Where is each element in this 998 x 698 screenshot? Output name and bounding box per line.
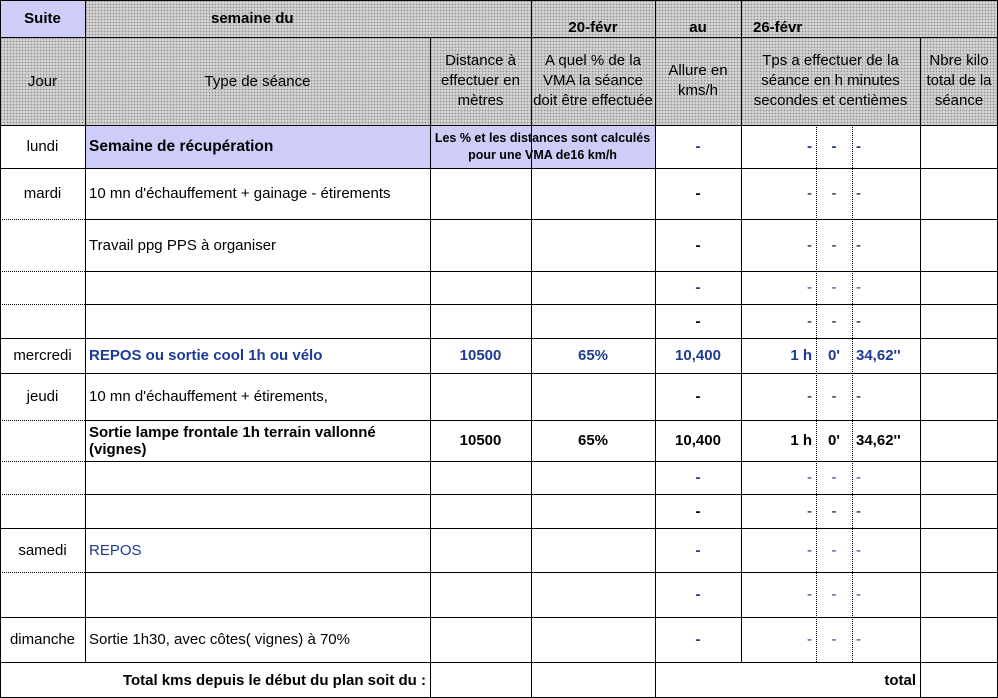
grid-line (0, 125, 998, 126)
col-header-distance-label: Distance à effectuer en mètres (441, 52, 520, 109)
col-header-tps[interactable] (741, 37, 920, 125)
pct-vma-cell[interactable] (531, 420, 655, 461)
time-hours-cell[interactable] (741, 219, 816, 271)
day-cell[interactable] (0, 373, 85, 420)
grid-line (85, 0, 86, 662)
time-hours-cell-text: - (807, 541, 812, 559)
col-header-pct-vma[interactable] (531, 37, 655, 125)
time-hours-cell-text: 1 h (790, 347, 812, 364)
distance-cell[interactable] (430, 338, 531, 373)
grid-line (85, 662, 998, 663)
grid-line (0, 494, 85, 495)
distance-cell[interactable] (430, 494, 531, 528)
vma-note-cell-text: Les % et les distances sont calculés pour une VMA de16 km/h (434, 130, 651, 162)
distance-cell[interactable] (430, 461, 531, 494)
time-minutes-cell-text: - (831, 388, 837, 405)
session-type-cell[interactable] (85, 528, 430, 572)
time-hours-cell[interactable] (741, 373, 816, 420)
day-cell[interactable] (0, 271, 85, 304)
session-type-cell-text: Semaine de récupération (89, 137, 274, 155)
grid-line (0, 373, 85, 374)
grid-line (85, 617, 998, 618)
session-type-cell[interactable] (85, 373, 430, 420)
session-type-cell[interactable] (85, 304, 430, 338)
total-km-cell[interactable] (920, 572, 998, 617)
grid-line (0, 617, 85, 618)
total-km-cell[interactable] (920, 420, 998, 461)
total-km-cell[interactable] (920, 338, 998, 373)
day-cell[interactable] (0, 219, 85, 271)
grid-line (0, 219, 85, 220)
day-cell[interactable] (0, 304, 85, 338)
day-cell[interactable] (0, 125, 85, 168)
session-type-cell[interactable] (85, 219, 430, 271)
col-header-tps-label: Tps a effectuer de la séance en h minutes secondes et centièmes (753, 52, 908, 109)
distance-cell-text: 10500 (459, 432, 502, 449)
day-cell[interactable] (0, 494, 85, 528)
time-hours-cell[interactable] (741, 271, 816, 304)
date-end: 26-févr (753, 19, 803, 36)
grid-line (0, 304, 85, 305)
time-hours-cell[interactable] (741, 494, 816, 528)
semaine-du-label: semaine du (211, 10, 294, 27)
suite-label: Suite (24, 10, 61, 27)
col-header-nbre-kilo[interactable] (920, 37, 998, 125)
pct-vma-cell[interactable] (531, 572, 655, 617)
pct-vma-cell[interactable] (531, 168, 655, 219)
time-minutes-cell-text: - (831, 586, 837, 603)
session-type-cell[interactable] (85, 168, 430, 219)
time-hours-cell-text: - (807, 469, 812, 486)
time-seconds-cell[interactable] (852, 461, 920, 494)
grid-line (85, 168, 998, 169)
total-km-cell[interactable] (920, 373, 998, 420)
allure-cell-text: - (695, 388, 701, 405)
day-cell[interactable] (0, 461, 85, 494)
time-minutes-cell[interactable] (816, 271, 852, 304)
vma-note-cell[interactable] (430, 125, 655, 168)
allure-cell[interactable] (655, 528, 741, 572)
distance-cell-text: 10500 (459, 347, 502, 364)
time-seconds-cell[interactable] (852, 219, 920, 271)
total-label: Total kms depuis le début du plan soit du : (122, 671, 426, 689)
day-cell[interactable] (0, 528, 85, 572)
time-seconds-cell[interactable] (852, 420, 920, 461)
time-hours-cell[interactable] (741, 528, 816, 572)
day-cell-text: mercredi (13, 347, 72, 364)
day-cell[interactable] (0, 338, 85, 373)
grid-line (85, 572, 998, 573)
day-cell[interactable] (0, 572, 85, 617)
distance-cell[interactable] (430, 373, 531, 420)
grid-line (920, 37, 921, 698)
time-seconds-cell[interactable] (852, 617, 920, 662)
distance-cell[interactable] (430, 528, 531, 572)
date-start: 20-févr (568, 19, 618, 36)
time-seconds-cell-text: 34,62'' (856, 432, 901, 449)
session-type-cell[interactable] (85, 461, 430, 494)
time-seconds-cell-text: - (856, 279, 861, 296)
time-minutes-cell[interactable] (816, 494, 852, 528)
pct-vma-cell[interactable] (531, 338, 655, 373)
time-minutes-cell[interactable] (816, 617, 852, 662)
total-km-cell[interactable] (920, 168, 998, 219)
time-seconds-cell[interactable] (852, 572, 920, 617)
grid-line (0, 662, 85, 663)
time-seconds-cell[interactable] (852, 528, 920, 572)
session-type-cell-text: REPOS (89, 541, 142, 559)
time-seconds-cell-text: - (856, 312, 861, 330)
grid-line (85, 338, 998, 339)
grid-line (0, 0, 998, 1)
time-seconds-cell[interactable] (852, 338, 920, 373)
grid-line (816, 125, 817, 662)
allure-cell[interactable] (655, 219, 741, 271)
grid-line (85, 304, 998, 305)
time-hours-cell[interactable] (741, 572, 816, 617)
session-type-cell-text: 10 mn d'échauffement + gainage - étirements (89, 185, 391, 202)
time-seconds-cell[interactable] (852, 373, 920, 420)
allure-cell[interactable] (655, 420, 741, 461)
session-type-cell[interactable] (85, 494, 430, 528)
total-label-cell[interactable] (0, 662, 430, 698)
pct-vma-cell[interactable] (531, 219, 655, 271)
allure-cell-text: 10,400 (675, 432, 721, 449)
grid-line (0, 461, 85, 462)
allure-cell[interactable] (655, 168, 741, 219)
time-hours-cell[interactable] (741, 461, 816, 494)
distance-cell[interactable] (430, 219, 531, 271)
time-seconds-cell-text: - (856, 388, 861, 405)
time-hours-cell[interactable] (741, 420, 816, 461)
grid-line (0, 528, 85, 529)
total-km-cell[interactable] (920, 494, 998, 528)
session-type-cell-text: Sortie lampe frontale 1h terrain vallonné (vignes) (89, 423, 376, 458)
time-hours-cell[interactable] (741, 617, 816, 662)
time-minutes-cell-text: - (831, 631, 837, 648)
time-hours-cell-text: - (807, 236, 812, 254)
grid-line (430, 37, 431, 698)
time-seconds-cell[interactable] (852, 168, 920, 219)
grid-line (85, 271, 998, 272)
grid-line (85, 461, 998, 462)
time-minutes-cell[interactable] (816, 304, 852, 338)
distance-cell[interactable] (430, 572, 531, 617)
col-header-type[interactable] (85, 37, 430, 125)
grid-line (741, 0, 742, 662)
session-type-cell[interactable] (85, 617, 430, 662)
date-start-cell[interactable] (531, 0, 655, 37)
pct-vma-cell[interactable] (531, 304, 655, 338)
pct-vma-cell[interactable] (531, 461, 655, 494)
col-header-pct-vma-label: A quel % de la VMA la séance doit être effectuée (533, 52, 653, 109)
time-hours-cell-text: - (807, 631, 812, 648)
day-cell[interactable] (0, 617, 85, 662)
distance-cell[interactable] (430, 617, 531, 662)
day-cell-text: mardi (23, 185, 62, 202)
distance-cell[interactable] (430, 420, 531, 461)
time-seconds-cell-text: - (856, 541, 861, 559)
time-seconds-cell-text: - (856, 631, 861, 648)
distance-cell[interactable] (430, 271, 531, 304)
total-km-cell[interactable] (920, 461, 998, 494)
col-header-type-label: Type de séance (204, 72, 311, 90)
pct-vma-cell-text: 65% (577, 347, 609, 364)
allure-cell[interactable] (655, 461, 741, 494)
col-header-nbre-kilo-label: Nbre kilo total de la séance (926, 52, 992, 109)
allure-cell-text: - (695, 502, 701, 520)
grid-line (655, 0, 656, 698)
time-seconds-cell-text: - (856, 236, 861, 254)
total-km-cell[interactable] (920, 617, 998, 662)
total-km-cell[interactable] (920, 304, 998, 338)
time-minutes-cell-text: 0' (828, 347, 840, 364)
session-type-cell-text: Travail ppg PPS à organiser (89, 236, 277, 254)
time-hours-cell[interactable] (741, 338, 816, 373)
pct-vma-cell[interactable] (531, 271, 655, 304)
day-cell[interactable] (0, 420, 85, 461)
grid-line (0, 338, 85, 339)
time-seconds-cell[interactable] (852, 494, 920, 528)
time-minutes-cell[interactable] (816, 373, 852, 420)
time-minutes-cell-text: - (831, 138, 837, 155)
time-hours-cell-text: - (807, 279, 812, 296)
grid-line (85, 420, 998, 421)
time-seconds-cell-text: - (856, 138, 861, 155)
suite-cell[interactable] (0, 0, 85, 37)
allure-cell-text: - (695, 138, 701, 155)
time-seconds-cell[interactable] (852, 125, 920, 168)
au-label: au (689, 19, 707, 36)
allure-cell[interactable] (655, 373, 741, 420)
session-type-cell[interactable] (85, 338, 430, 373)
col-header-distance[interactable] (430, 37, 531, 125)
grid-line (531, 0, 532, 698)
time-minutes-cell-text: - (831, 312, 837, 330)
allure-cell[interactable] (655, 338, 741, 373)
allure-cell[interactable] (655, 617, 741, 662)
time-minutes-cell[interactable] (816, 572, 852, 617)
day-cell-text: dimanche (9, 631, 76, 648)
time-seconds-cell-text: - (856, 185, 861, 202)
grid-line (85, 373, 998, 374)
grid-line (0, 420, 85, 421)
grid-line (0, 271, 85, 272)
grid-line (85, 528, 998, 529)
day-cell-text: samedi (18, 541, 67, 559)
allure-cell-text: - (695, 236, 701, 254)
grid-line (0, 168, 85, 169)
total-cell[interactable] (741, 662, 920, 698)
session-type-cell-text: REPOS ou sortie cool 1h ou vélo (89, 347, 323, 364)
total-km-cell[interactable] (920, 271, 998, 304)
distance-cell[interactable] (430, 304, 531, 338)
time-seconds-cell-text: - (856, 502, 861, 520)
pct-vma-cell[interactable] (531, 617, 655, 662)
day-cell[interactable] (0, 168, 85, 219)
time-minutes-cell-text: 0' (828, 432, 840, 449)
pct-vma-cell[interactable] (531, 373, 655, 420)
time-hours-cell-text: - (807, 388, 812, 405)
allure-cell-text: - (695, 541, 701, 559)
total-text: total (884, 671, 916, 689)
allure-cell-text: - (695, 586, 701, 603)
time-seconds-cell-text: 34,62'' (856, 347, 901, 364)
grid-line (852, 125, 853, 662)
time-minutes-cell-text: - (831, 502, 837, 520)
allure-cell-text: - (695, 279, 701, 296)
pct-vma-cell[interactable] (531, 528, 655, 572)
session-type-cell-text: Sortie 1h30, avec côtes( vignes) à 70% (89, 631, 350, 648)
allure-cell-text: - (695, 631, 701, 648)
pct-vma-cell[interactable] (531, 494, 655, 528)
time-hours-cell-text: - (807, 502, 812, 520)
grid-line (0, 572, 85, 573)
semaine-du-cell[interactable] (85, 0, 531, 37)
session-type-cell[interactable] (85, 271, 430, 304)
distance-cell[interactable] (430, 168, 531, 219)
time-hours-cell-text: - (807, 586, 812, 603)
time-seconds-cell-text: - (856, 586, 861, 603)
time-minutes-cell[interactable] (816, 420, 852, 461)
pct-vma-cell-text: 65% (577, 432, 609, 449)
date-end-cell[interactable] (741, 0, 998, 37)
allure-cell-text: - (695, 185, 701, 202)
allure-cell[interactable] (655, 271, 741, 304)
day-cell-text: lundi (26, 138, 59, 155)
allure-cell-text: 10,400 (675, 347, 721, 364)
total-km-cell[interactable] (920, 125, 998, 168)
time-hours-cell[interactable] (741, 168, 816, 219)
time-seconds-cell[interactable] (852, 271, 920, 304)
time-hours-cell-text: 1 h (790, 432, 812, 449)
time-hours-cell-text: - (807, 185, 812, 202)
time-minutes-cell[interactable] (816, 219, 852, 271)
allure-cell[interactable] (655, 304, 741, 338)
time-minutes-cell-text: - (831, 185, 837, 202)
grid-line (85, 494, 998, 495)
time-minutes-cell-text: - (831, 279, 837, 296)
day-cell-text: jeudi (26, 388, 59, 405)
col-header-allure-label: Allure en kms/h (668, 62, 728, 99)
session-type-cell-text: 10 mn d'échauffement + étirements, (89, 388, 328, 405)
time-hours-cell-text: - (807, 138, 812, 155)
grid-line (0, 0, 1, 698)
time-minutes-cell[interactable] (816, 528, 852, 572)
time-minutes-cell[interactable] (816, 461, 852, 494)
total-km-cell[interactable] (920, 528, 998, 572)
total-km-cell[interactable] (920, 219, 998, 271)
session-type-cell[interactable] (85, 125, 430, 168)
time-hours-cell-text: - (807, 312, 812, 330)
au-cell[interactable] (655, 0, 741, 37)
time-seconds-cell-text: - (856, 469, 861, 486)
session-type-cell[interactable] (85, 572, 430, 617)
allure-cell-text: - (695, 469, 701, 486)
allure-cell-text: - (695, 312, 701, 330)
time-minutes-cell[interactable] (816, 168, 852, 219)
grid-line (85, 219, 998, 220)
allure-cell[interactable] (655, 125, 741, 168)
time-minutes-cell[interactable] (816, 338, 852, 373)
session-type-cell[interactable] (85, 420, 430, 461)
time-hours-cell[interactable] (741, 304, 816, 338)
col-header-allure[interactable] (655, 37, 741, 125)
allure-cell[interactable] (655, 572, 741, 617)
allure-cell[interactable] (655, 494, 741, 528)
time-minutes-cell-text: - (831, 541, 837, 559)
time-minutes-cell[interactable] (816, 125, 852, 168)
time-minutes-cell-text: - (831, 236, 837, 254)
time-minutes-cell-text: - (831, 469, 837, 486)
time-hours-cell[interactable] (741, 125, 816, 168)
grid-line (0, 37, 998, 38)
col-header-jour-label: Jour (27, 72, 58, 90)
time-seconds-cell[interactable] (852, 304, 920, 338)
col-header-jour[interactable] (0, 37, 85, 125)
